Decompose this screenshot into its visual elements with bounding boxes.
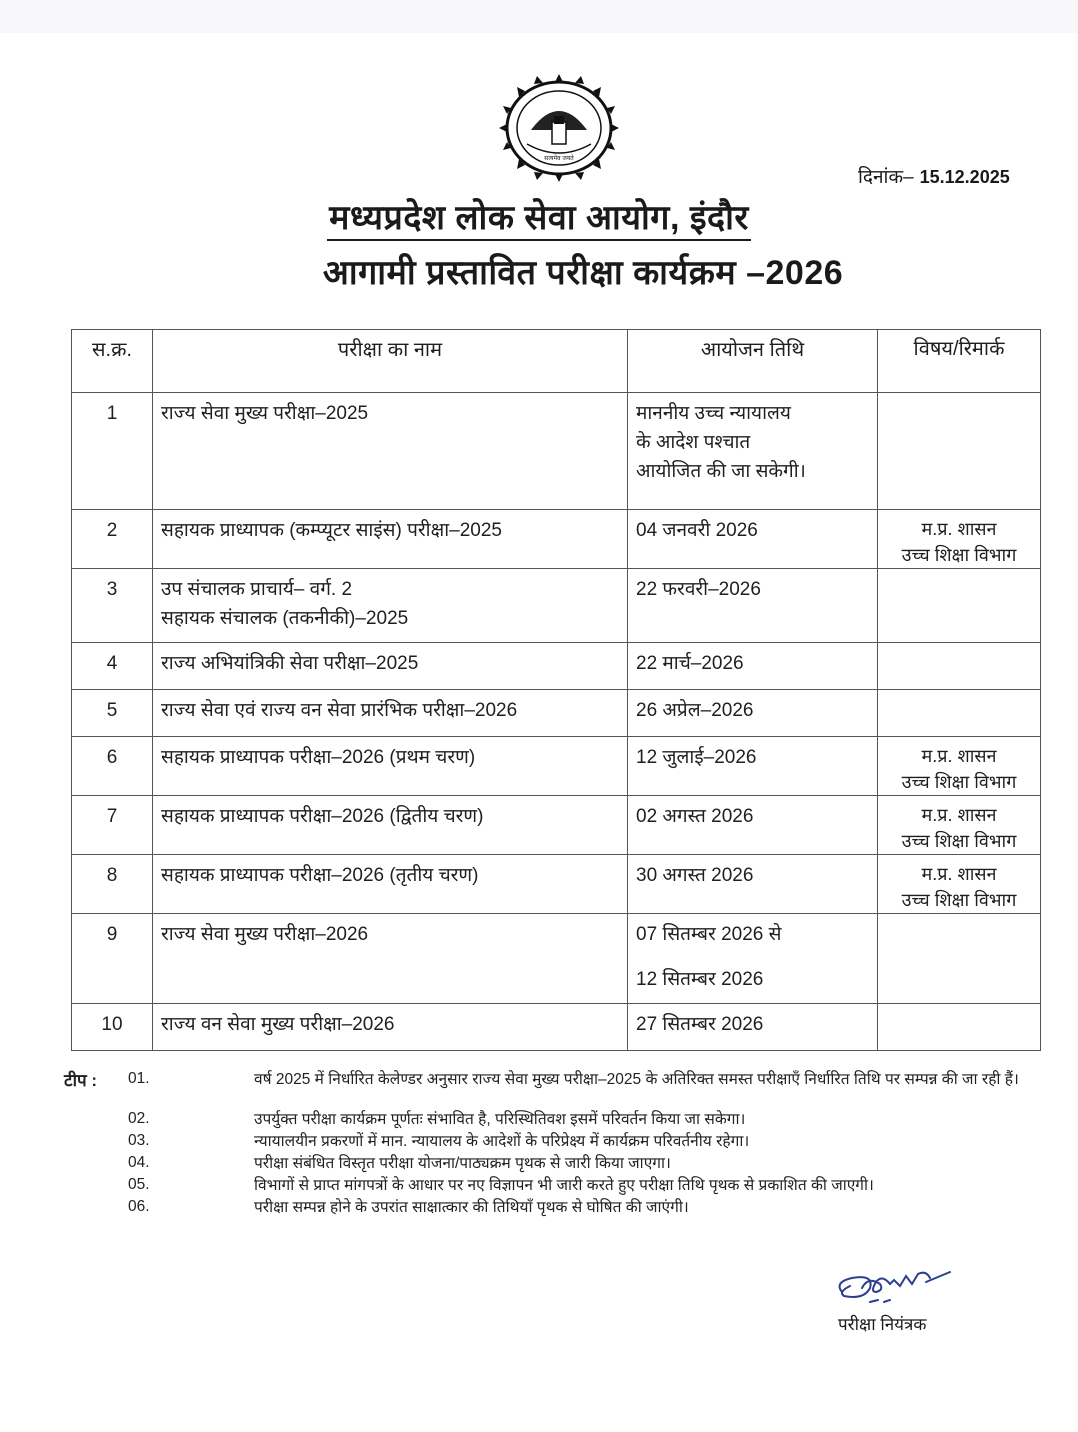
exam-date-line: 04 जनवरी 2026: [636, 520, 758, 541]
serial-number: 5: [72, 690, 153, 737]
note-number: 05.: [128, 1176, 150, 1193]
notes-heading: टीप :: [64, 1071, 98, 1090]
note-number: 06.: [128, 1198, 150, 1215]
signatory-title: परीक्षा नियंत्रक: [838, 1315, 927, 1334]
remark: [878, 914, 1041, 1004]
header-remark: विषय/रिमार्क: [878, 330, 1041, 393]
issue-date: [858, 163, 1010, 189]
remark: [878, 393, 1041, 510]
note-text: परीक्षा संबंधित विस्तृत परीक्षा योजना/पाठ्यक्रम पृथक से जारी किया जाएगा।: [254, 1155, 671, 1172]
exam-date-line: के आदेश पश्चात: [636, 432, 751, 453]
exam-date: [628, 855, 878, 914]
top-bar: [0, 0, 1078, 33]
mppsc-emblem-icon: [497, 72, 621, 184]
exam-date: [628, 914, 878, 1004]
exam-name: [153, 914, 628, 1004]
exam-name: [153, 855, 628, 914]
remark-line: म.प्र. शासन: [921, 805, 997, 825]
remark-line: उच्च शिक्षा विभाग: [901, 831, 1017, 851]
note-number: 02.: [128, 1110, 150, 1127]
signature-icon: [830, 1262, 980, 1312]
exam-name: [153, 690, 628, 737]
table-row: [72, 855, 1041, 914]
exam-name-line: सहायक प्राध्यापक परीक्षा–2026 (द्वितीय चरण): [161, 806, 484, 827]
exam-date-line: 07 सितम्बर 2026 से: [636, 924, 782, 945]
exam-name: [153, 393, 628, 510]
exam-name: [153, 796, 628, 855]
remark: [878, 1004, 1041, 1051]
table-row: [72, 914, 1041, 1004]
table-row: [72, 393, 1041, 510]
exam-name-line: राज्य सेवा मुख्य परीक्षा–2026: [161, 924, 369, 945]
note-number: 04.: [128, 1154, 150, 1171]
header-exam-name: परीक्षा का नाम: [153, 330, 628, 393]
remark-line: म.प्र. शासन: [921, 519, 997, 539]
table-body: [72, 393, 1041, 1051]
exam-date: [628, 737, 878, 796]
exam-date: [628, 569, 878, 643]
exam-schedule-table: [71, 329, 1041, 1051]
serial-number: 10: [72, 1004, 153, 1051]
date-value: 15.12.2025: [919, 167, 1010, 187]
serial-number: 8: [72, 855, 153, 914]
serial-number: 1: [72, 393, 153, 510]
schedule-title: आगामी प्रस्तावित परीक्षा कार्यक्रम –2026: [322, 254, 844, 292]
exam-name-line: सहायक प्राध्यापक परीक्षा–2026 (प्रथम चरण): [161, 747, 476, 768]
exam-name: [153, 1004, 628, 1051]
exam-name-line: सहायक प्राध्यापक (कम्प्यूटर साइंस) परीक्षा–2025: [161, 520, 502, 541]
exam-name-line: राज्य अभियांत्रिकी सेवा परीक्षा–2025: [161, 653, 419, 674]
table-row: [72, 569, 1041, 643]
remark: [878, 796, 1041, 855]
exam-date-line: 26 अप्रेल–2026: [636, 700, 754, 721]
table-header-row: [72, 330, 1041, 393]
exam-date-line: 30 अगस्त 2026: [636, 865, 754, 886]
exam-date: [628, 643, 878, 690]
exam-name: [153, 510, 628, 569]
remark-line: उच्च शिक्षा विभाग: [901, 545, 1017, 565]
exam-date: [628, 690, 878, 737]
exam-date: [628, 1004, 878, 1051]
exam-name-line: राज्य सेवा एवं राज्य वन सेवा प्रारंभिक परीक्षा–2026: [161, 700, 518, 721]
remark: [878, 737, 1041, 796]
table-row: [72, 737, 1041, 796]
exam-date-line: 12 जुलाई–2026: [636, 747, 757, 768]
table-row: [72, 690, 1041, 737]
exam-date-line: 12 सितम्बर 2026: [636, 969, 764, 990]
exam-date-line: 22 फरवरी–2026: [636, 579, 761, 600]
exam-name: [153, 737, 628, 796]
note-text: उपर्युक्त परीक्षा कार्यक्रम पूर्णतः संभावित है, परिस्थितिवश इसमें परिवर्तन किया जा सकेगा।: [254, 1111, 746, 1128]
date-label: दिनांक–: [858, 167, 914, 188]
note-number: 01.: [128, 1070, 150, 1087]
serial-number: 6: [72, 737, 153, 796]
note-number: 03.: [128, 1132, 150, 1149]
note-text: परीक्षा सम्पन्न होने के उपरांत साक्षात्कार की तिथियाँ पृथक से घोषित की जाएंगी।: [254, 1199, 689, 1216]
exam-date: [628, 796, 878, 855]
table-row: [72, 643, 1041, 690]
exam-date-line: 27 सितम्बर 2026: [636, 1014, 764, 1035]
exam-name-line: राज्य सेवा मुख्य परीक्षा–2025: [161, 403, 369, 424]
serial-number: 9: [72, 914, 153, 1004]
remark: [878, 690, 1041, 737]
exam-date-line: 22 मार्च–2026: [636, 653, 744, 674]
svg-text:सत्यमेव जयते: सत्यमेव जयते: [544, 155, 574, 162]
exam-name: [153, 643, 628, 690]
exam-date-line: 02 अगस्त 2026: [636, 806, 754, 827]
table-row: [72, 1004, 1041, 1051]
table-row: [72, 796, 1041, 855]
organization-title-text: मध्यप्रदेश लोक सेवा आयोग, इंदौर: [327, 199, 751, 241]
remark-line: उच्च शिक्षा विभाग: [901, 890, 1017, 910]
serial-number: 3: [72, 569, 153, 643]
note-text: न्यायालयीन प्रकरणों में मान. न्यायालय के आदेशों के परिप्रेक्ष्य में कार्यक्रम परिवर्तनीय रहेगा।: [254, 1133, 750, 1150]
note-text: विभागों से प्राप्त मांगपत्रों के आधार पर नए विज्ञापन भी जारी करते हुए परीक्षा तिथि पृथक से प्रकाशित की जाएगी।: [254, 1177, 874, 1194]
organization-title: [0, 193, 1078, 239]
exam-date: [628, 393, 878, 510]
serial-number: 4: [72, 643, 153, 690]
exam-name-line: उप संचालक प्राचार्य– वर्ग. 2: [161, 579, 353, 600]
exam-date-line: आयोजित की जा सकेगी।: [636, 461, 806, 482]
remark: [878, 855, 1041, 914]
exam-name-line: सहायक संचालक (तकनीकी)–2025: [161, 608, 409, 629]
table-row: [72, 510, 1041, 569]
remark-line: म.प्र. शासन: [921, 864, 997, 884]
remark: [878, 569, 1041, 643]
exam-name-line: सहायक प्राध्यापक परीक्षा–2026 (तृतीय चरण): [161, 865, 479, 886]
note-text: वर्ष 2025 में निर्धारित केलेण्डर अनुसार राज्य सेवा मुख्य परीक्षा–2025 के अतिरिक्त समस्त परीक्षाएँ निर्धारित तिथि पर सम्पन्न की जा रही हैं।: [254, 1071, 1019, 1088]
exam-date: [628, 510, 878, 569]
remark: [878, 510, 1041, 569]
serial-number: 7: [72, 796, 153, 855]
header-exam-date: आयोजन तिथि: [628, 330, 878, 393]
remark: [878, 643, 1041, 690]
exam-name-line: राज्य वन सेवा मुख्य परीक्षा–2026: [161, 1014, 395, 1035]
exam-name: [153, 569, 628, 643]
remark-line: म.प्र. शासन: [921, 746, 997, 766]
remark-line: उच्च शिक्षा विभाग: [901, 772, 1017, 792]
exam-date-line: माननीय उच्च न्यायालय: [636, 403, 791, 424]
header-serial: स.क्र.: [72, 330, 153, 393]
serial-number: 2: [72, 510, 153, 569]
